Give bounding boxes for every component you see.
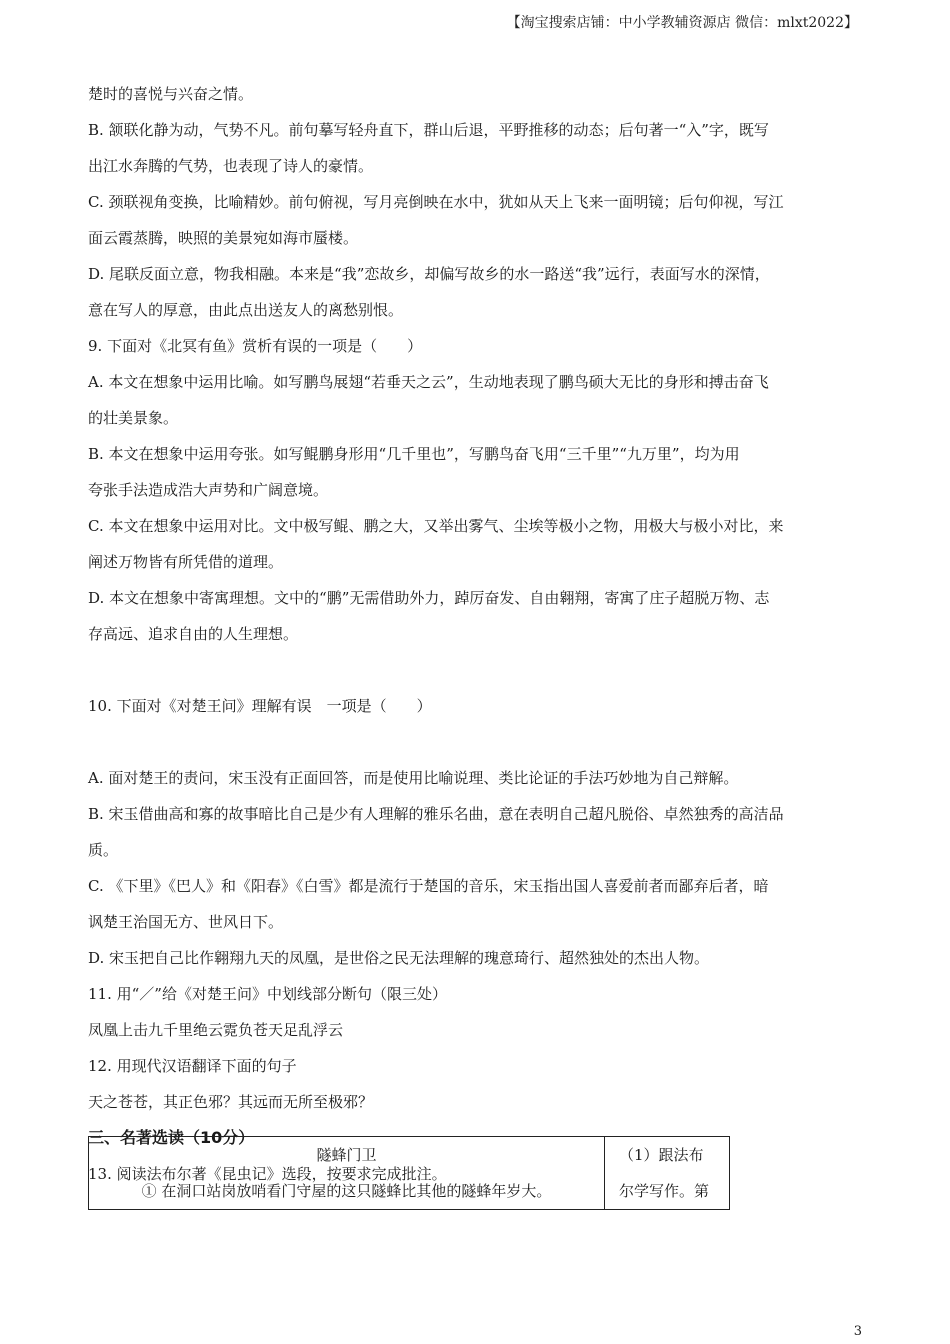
option-b-line: B. 宋玉借曲高和寡的故事暗比自己是少有人理解的雅乐名曲，意在表明自己超凡脱俗、卓然独秀的高洁品 [88, 805, 784, 823]
spacer-line [88, 652, 870, 688]
document-body [88, 76, 870, 1192]
option-b-line: B. 本文在想象中运用夸张。如写鲲鹏身形用“几千里也”，写鹏鸟奋飞用“三千里”“九万里”，均为用 [88, 445, 740, 463]
option-c-line: C. 本文在想象中运用对比。文中极写鲲、鹏之大，又举出雾气、尘埃等极小之物，用极大与极小对比，来 [88, 517, 784, 535]
question-11: 11. 用“／”给《对楚王问》中划线部分断句（限三处） [88, 985, 447, 1003]
sentence-to-translate: 天之苍苍，其正色邪？其远而无所至极邪？ [88, 1093, 374, 1111]
sentence-to-punctuate: 凤凰上击九千里绝云霓负苍天足乱浮云 [88, 1021, 344, 1039]
annotation-text: （1）跟法布 [619, 1146, 704, 1164]
text-line: 讽楚王治国无方、世风日下。 [88, 913, 284, 931]
question-9: 9. 下面对《北冥有鱼》赏析有误的一项是（ ） [88, 337, 423, 355]
text-line: 质。 [88, 841, 119, 859]
text-line: 阐述万物皆有所凭借的道理。 [88, 553, 284, 571]
passage-text: ① 在洞口站岗放哨看门守屋的这只隧蜂比其他的隧蜂年岁大。 [141, 1182, 552, 1200]
passage-cell [89, 1137, 605, 1210]
text-line: 出江水奔腾的气势，也表现了诗人的豪情。 [88, 157, 374, 175]
option-d-line: D. 本文在想象中寄寓理想。文中的“鹏”无需借助外力，踔厉奋发、自由翱翔，寄寓了庄子超脱万物、志 [88, 589, 770, 607]
text-line: 的壮美景象。 [88, 409, 179, 427]
spacer-line [88, 724, 870, 760]
annotation-table [88, 1136, 730, 1210]
option-a-line: A. 面对楚王的责问，宋玉没有正面回答，而是使用比喻说理、类比论证的手法巧妙地为自己辩解。 [88, 769, 739, 787]
question-13: 13. 阅读法布尔著《昆虫记》选段，按要求完成批注。 [88, 1165, 447, 1183]
text-line: 存高远、追求自由的人生理想。 [88, 625, 299, 643]
text-line: 面云霞蒸腾，映照的美景宛如海市蜃楼。 [88, 229, 359, 247]
option-a-line: A. 本文在想象中运用比喻。如写鹏鸟展翅“若垂天之云”，生动地表现了鹏鸟硕大无比的身形和搏击奋飞 [88, 373, 769, 391]
option-b-line: B. 颔联化静为动，气势不凡。前句摹写轻舟直下，群山后退，平野推移的动态；后句著一“入”字，既写 [88, 121, 769, 139]
section-3-title: 三、名著选读（10分） [88, 1128, 255, 1147]
option-c-line: C. 颈联视角变换，比喻精妙。前句俯视，写月亮倒映在水中，犹如从天上飞来一面明镜；后句仰视，写江 [88, 193, 784, 211]
text-line: 楚时的喜悦与兴奋之情。 [88, 85, 254, 103]
annotation-cell [605, 1137, 730, 1210]
option-d-line: D. 尾联反面立意，物我相融。本来是“我”恋故乡，却偏写故乡的水一路送“我”远行，表面写水的深情， [88, 265, 770, 283]
option-c-line: C. 《下里》《巴人》和《阳春》《白雪》都是流行于楚国的音乐，宋玉指出国人喜爱前者而鄙弃后者，暗 [88, 877, 769, 895]
text-line: 夸张手法造成浩大声势和广阔意境。 [88, 481, 329, 499]
page-number: 3 [853, 1324, 862, 1339]
page-header: 【淘宝搜索店铺：中小学教辅资源店 微信：mlxt2022】 [506, 15, 858, 31]
annotation-text: 尔学写作。第 [619, 1182, 710, 1200]
text-line: 意在写人的厚意，由此点出送友人的离愁别恨。 [88, 301, 404, 319]
passage-title: 隧蜂门卫 [316, 1146, 377, 1164]
option-d-line: D. 宋玉把自己比作翱翔九天的凤凰，是世俗之民无法理解的瑰意琦行、超然独处的杰出人物。 [88, 949, 710, 967]
question-12: 12. 用现代汉语翻译下面的句子 [88, 1057, 297, 1075]
question-10: 10. 下面对《对楚王问》理解有误 一项是（ ） [88, 697, 432, 715]
